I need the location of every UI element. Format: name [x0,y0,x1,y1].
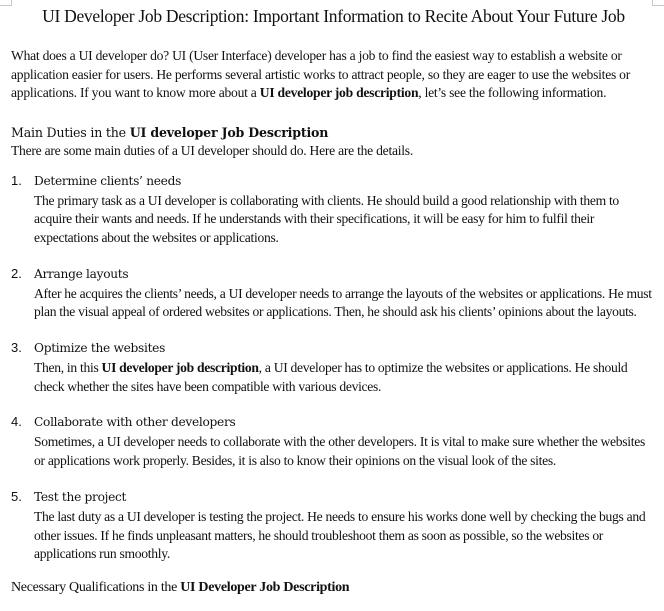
duty-title: Collaborate with other developers [34,415,236,430]
qualifications-heading [11,579,656,597]
heading-keyword: UI Developer Job Description [180,579,350,595]
duty-item-2 [11,265,656,322]
duty-title: Determine clients’ needs [34,173,182,188]
duty-body [34,359,656,396]
heading-text: Main Duties in the [11,124,130,140]
body-text: Then, in this [34,360,102,376]
body-text-end: , a UI developer has to optimize the websites or applications. He should check whether the sites have been compatible with various devices. [34,360,628,394]
duty-item-3 [11,339,656,396]
list-number: 3. [11,340,22,356]
list-number: 2. [11,265,22,281]
duty-item-5 [11,488,656,564]
body-text: The last duty as a UI developer is testing the project. He needs to ensure his works done well by checking the bugs and other issues. If he finds unpleasant matters, he should troubleshoot them as soon as possible, so the websites or applications run smoothly. [34,508,646,562]
body-text: Sometimes, a UI developer needs to collaborate with the other developers. It is vital to make sure whether the websites or applications work properly. Besides, it is also to know their opinions on the visual look of the sites. [34,434,645,469]
duty-body [34,192,656,248]
intro-text-end: , let’s see the following information. [418,85,607,100]
heading-text: Necessary Qualifications in the [11,579,181,595]
duty-item-4 [11,413,656,470]
duty-title: Optimize the websites [34,341,166,356]
duty-item-1 [11,172,656,248]
duty-body [34,433,656,470]
body-keyword: UI developer job description [101,360,259,376]
list-number: 1. [11,172,22,188]
duty-title: Test the project [34,489,127,504]
body-text: The primary task as a UI developer is collaborating with clients. He should build a good relationship with them to acquire their wants and needs. If he understands with their specifications, it will be easy for him to fulfil their expectations about the websites or applications. [34,192,619,245]
document-title: UI Developer Job Description: Important Information to Recite About Your Future Job [42,6,625,26]
intro-keyword: UI developer job description [259,85,419,100]
list-number: 4. [11,414,22,430]
intro-text: What does a UI developer do? UI (User Interface) developer has a job to find the easiest way to establish a website or application easier for users. He performs several artistic works to attract people, so they are eager to use the websites or applications. If you want to know more about a [11,48,630,100]
duty-body [34,285,656,322]
duties-list [11,172,656,564]
duty-body [34,508,656,564]
main-duties-lead: There are some main duties of a UI developer should do. Here are the details. [11,142,413,158]
body-text: After he acquires the clients’ needs, a UI developer needs to arrange the layouts of the websites or applications. He must plan the visual appeal of ordered websites or applications. Then, he should ask his clients’ opinions about the layouts. [34,285,652,320]
document-page [11,0,656,597]
intro-paragraph [11,47,656,103]
heading-keyword: UI developer Job Description [129,124,329,140]
main-duties-heading [11,124,656,142]
list-number: 5. [11,488,22,504]
duty-title: Arrange layouts [34,266,129,281]
